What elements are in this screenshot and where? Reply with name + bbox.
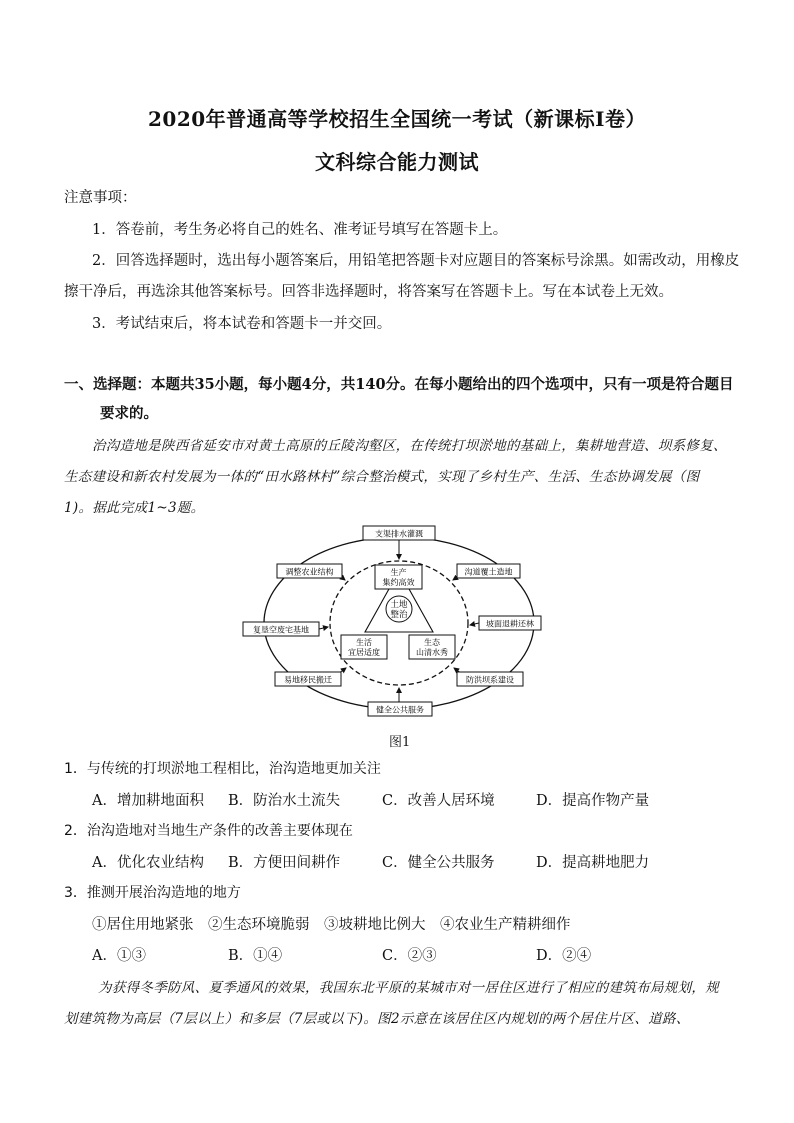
q1-option-b[interactable]: B．防治水土流失 xyxy=(228,793,341,809)
figure-1-caption: 图1 xyxy=(389,735,411,750)
production-label: 生产 xyxy=(390,568,407,577)
question-1-stem: 1．与传统的打坝淤地工程相比，治沟造地更加关注 xyxy=(64,761,381,777)
question-2-stem: 2．治沟造地对当地生产条件的改善主要体现在 xyxy=(64,823,353,839)
center-label-1: 土地 xyxy=(390,600,408,610)
outer-label-upper-right: 沟道覆土造地 xyxy=(464,567,513,577)
q2-option-c[interactable]: C．健全公共服务 xyxy=(382,855,495,871)
q3-statement-items: ①居住用地紧张 ②生态环境脆弱 ③坡耕地比例大 ④农业生产精耕细作 xyxy=(92,917,571,933)
outer-label-lower-left: 易地移民搬迁 xyxy=(284,675,332,685)
outer-label-top: 支渠排水灌溉 xyxy=(375,529,423,539)
q2-option-d[interactable]: D．提高耕地肥力 xyxy=(536,855,650,871)
passage-1-line-1: 治沟造地是陕西省延安市对黄土高原的丘陵沟壑区，在传统打坝淤地的基础上，集耕地营造、坝系修复、 xyxy=(92,438,727,454)
figure-1-diagram xyxy=(235,522,560,722)
outer-label-right: 坡面退耕还林 xyxy=(486,619,534,629)
production-sublabel: 集约高效 xyxy=(382,578,415,587)
outer-label-lower-right: 防洪坝系建设 xyxy=(466,675,514,685)
passage-1-line-2: 生态建设和新农村发展为一体的“田水路林村”综合整治模式，实现了乡村生产、生活、生态协调发展（图 xyxy=(64,469,700,485)
outer-label-bottom: 健全公共服务 xyxy=(376,705,424,715)
q3-option-d[interactable]: D．②④ xyxy=(536,948,592,964)
q1-option-d[interactable]: D．提高作物产量 xyxy=(536,793,650,809)
q3-option-c[interactable]: C．②③ xyxy=(382,948,437,964)
passage-2-line-2: 划建筑物为高层（7层以上）和多层（7层或以下)。图2示意在该居住区内规划的两个居住片区、道路、 xyxy=(64,1011,690,1027)
passage-2-line-1: 为获得冬季防风、夏季通风的效果，我国东北平原的某城市对一居住区进行了相应的建筑布局规划，规 xyxy=(98,980,719,996)
section-heading-line-1: 一、选择题：本题共35小题，每小题4分，共140分。在每小题给出的四个选项中，只有一项是符合题目 xyxy=(64,376,734,393)
notice-heading: 注意事项： xyxy=(64,190,137,206)
notice-item-3: 3．考试结束后，将本试卷和答题卡一并交回。 xyxy=(92,316,392,332)
life-label: 生活 xyxy=(356,638,372,647)
notice-item-1: 1．答卷前，考生务必将自己的姓名、准考证号填写在答题卡上。 xyxy=(92,222,508,238)
ecology-label: 生态 xyxy=(424,638,440,647)
center-label-2: 整治 xyxy=(390,610,408,620)
ecology-sublabel: 山清水秀 xyxy=(416,648,448,657)
notice-item-2-line-1: 2．回答选择题时，选出每小题答案后，用铅笔把答题卡对应题目的答案标号涂黑。如需改动，用橡皮 xyxy=(92,253,740,269)
question-3-stem: 3．推测开展治沟造地的地方 xyxy=(64,885,241,901)
q2-option-a[interactable]: A．优化农业结构 xyxy=(92,855,204,871)
notice-item-2-line-2: 擦干净后，再选涂其他答案标号。回答非选择题时，将答案写在答题卡上。写在本试卷上无效。 xyxy=(64,284,673,300)
section-heading-line-2: 要求的。 xyxy=(100,405,158,422)
q3-option-a[interactable]: A．①③ xyxy=(92,948,146,964)
page-subtitle: 文科综合能力测试 xyxy=(315,150,479,174)
q1-option-c[interactable]: C．改善人居环境 xyxy=(382,793,495,809)
q3-option-b[interactable]: B．①④ xyxy=(228,948,283,964)
q2-option-b[interactable]: B．方便田间耕作 xyxy=(228,855,341,871)
page-title: 2020年普通高等学校招生全国统一考试（新课标Ⅰ卷） xyxy=(147,107,647,131)
passage-1-line-3: 1)。据此完成1~3题。 xyxy=(64,500,205,516)
outer-label-left: 复垦空废宅基地 xyxy=(253,625,309,635)
outer-label-upper-left: 调整农业结构 xyxy=(285,567,334,577)
q1-option-a[interactable]: A．增加耕地面积 xyxy=(92,793,204,809)
life-sublabel: 宜居适度 xyxy=(348,648,380,657)
